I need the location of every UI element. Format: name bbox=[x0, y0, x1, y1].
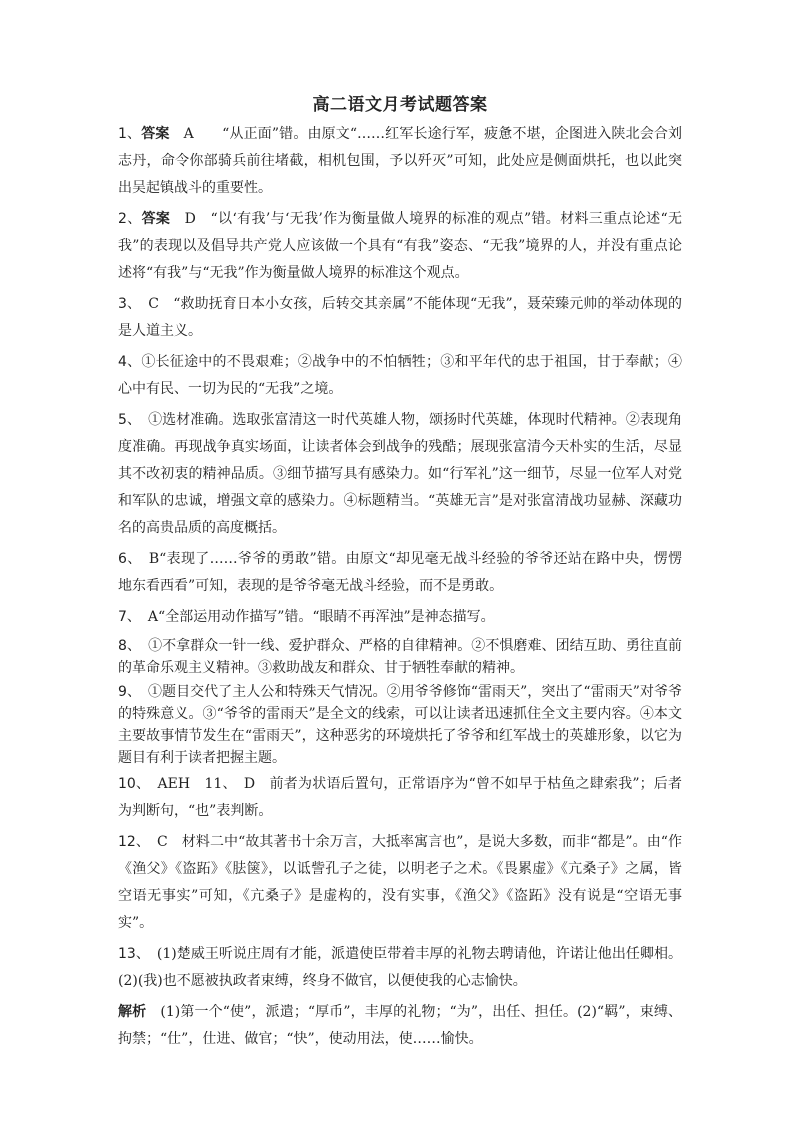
answer-item-8 bbox=[118, 635, 682, 679]
item-number: 9、 bbox=[118, 684, 134, 700]
item-text: (1)第一个“使”，派遣；“厚币”，丰厚的礼物；“为”，出任、担任。(2)“羁”，束缚、拘禁；“仕”，仕进、做官；“快”，使动用法，使……愉快。 bbox=[118, 1004, 683, 1047]
item-number: 2、 bbox=[118, 211, 142, 227]
analysis-paragraph bbox=[118, 999, 682, 1053]
item-number: 4、 bbox=[118, 354, 142, 370]
answer-item-10-11 bbox=[118, 771, 682, 825]
item-number: 7、 bbox=[118, 609, 134, 625]
answer-item-4 bbox=[118, 349, 682, 403]
item-text: C 材料二中“故其著书十余万言，大抵率寓言也”，是说大多数，而非“都是”。由“作《渔父》《盗跖》《胠箧》，以诋訾孔子之徒，以明老子之术。《畏累虚》《亢桑子》之属，皆空语无事实”可知，《亢桑子》是虚构的，没有实事，《渔父》《盗跖》没有说是“空语无事实”。 bbox=[118, 834, 682, 931]
item-text: AEH 11、 D 前者为状语后置句，正常语序为“曾不如早于枯鱼之肆索我”；后者为判断句，“也”表判断。 bbox=[118, 776, 683, 819]
answer-item-9 bbox=[118, 681, 682, 769]
answer-item-5 bbox=[118, 407, 682, 542]
item-label: 答案 bbox=[141, 211, 171, 227]
item-text: A “从正面”错。由原文“……红军长途行军，疲惫不堪，企图进入陕北会合刘志丹，命令你部骑兵前往堵截，相机包围，予以歼灭”可知，此处应是侧面烘托，也以此突出吴起镇战斗的重要性。 bbox=[118, 126, 682, 196]
answer-item-7 bbox=[118, 604, 682, 631]
item-number: 13、 bbox=[118, 946, 143, 962]
item-text: ①题目交代了主人公和特殊天气情况。②用爷爷修饰“雷雨天”，突出了“雷雨天”对爷爷的特殊意义。③“爷爷的雷雨天”是全文的线索，可以让读者迅速抓住全文主要内容。④本文主要故事情节发生在“雷雨天”，这种恶劣的环境烘托了爷爷和红军战士的英雄形象，以它为题目有利于读者把握主题。 bbox=[118, 684, 682, 766]
item-text: ①不拿群众一针一线、爱护群众、严格的自律精神。②不惧磨难、团结互助、勇往直前的革命乐观主义精神。③救助战友和群众、甘于牺牲奉献的精神。 bbox=[118, 638, 682, 676]
item-label: 解析 bbox=[118, 1004, 147, 1020]
item-number: 5、 bbox=[118, 412, 135, 428]
item-text: D “以‘有我’与‘无我’作为衡量做人境界的标准的观点”错。材料三重点论述“无我”的表现以及倡导共产党人应该做一个具有“有我”姿态、“无我”境界的人，并没有重点论述将“有我”与“无我”作为衡量做人境界的标准这个观点。 bbox=[118, 211, 682, 281]
item-text: (1)楚威王听说庄周有才能，派遣使臣带着丰厚的礼物去聘请他，许诺让他出任卿相。(2)(我)也不愿被执政者束缚，终身不做官，以便使我的心志愉快。 bbox=[118, 946, 682, 989]
answer-item-12 bbox=[118, 829, 682, 937]
item-text: B“表现了……爷爷的勇敢”错。由原文“却见毫无战斗经验的爷爷还站在路中央，愣愣地东看西看”可知，表现的是爷爷毫无战斗经验，而不是勇敢。 bbox=[118, 551, 682, 594]
answer-item-1 bbox=[118, 121, 682, 202]
item-text: ①选材准确。选取张富清这一时代英雄人物，颂扬时代英雄，体现时代精神。②表现角度准确。再现战争真实场面，让读者体会到战争的残酷；展现张富清今天朴实的生活，尽显其不改初衷的精神品质。③细节描写具有感染力。如“行军礼”这一细节，尽显一位军人对党和军队的忠诚，增强文章的感染力。④标题精当。“英雄无言”是对张富清战功显赫、深藏功名的高贵品质的高度概括。 bbox=[118, 412, 682, 536]
item-text: C “救助抚育日本小女孩，后转交其亲属”不能体现“无我”，聂荣臻元帅的举动体现的是人道主义。 bbox=[118, 296, 682, 339]
answer-item-3 bbox=[118, 291, 682, 345]
answer-sheet bbox=[118, 90, 682, 1057]
page-title: 高二语文月考试题答案 bbox=[312, 95, 488, 115]
answer-item-6 bbox=[118, 546, 682, 600]
item-number: 8、 bbox=[118, 638, 135, 654]
item-number: 12、 bbox=[118, 834, 143, 850]
item-number: 6、 bbox=[118, 551, 135, 567]
item-number: 10、 bbox=[118, 776, 144, 792]
item-text: A“全部运用动作描写”错。“眼睛不再浑浊”是神态描写。 bbox=[133, 609, 495, 625]
item-label: 答案 bbox=[141, 126, 170, 142]
item-number: 1、 bbox=[118, 126, 142, 142]
item-text: ①长征途中的不畏艰难；②战争中的不怕牺牲；③和平年代的忠于祖国，甘于奉献；④心中有民、一切为民的“无我”之境。 bbox=[118, 354, 682, 397]
answer-item-13 bbox=[118, 941, 682, 995]
answer-item-2 bbox=[118, 206, 682, 287]
item-number: 3、 bbox=[118, 296, 135, 312]
